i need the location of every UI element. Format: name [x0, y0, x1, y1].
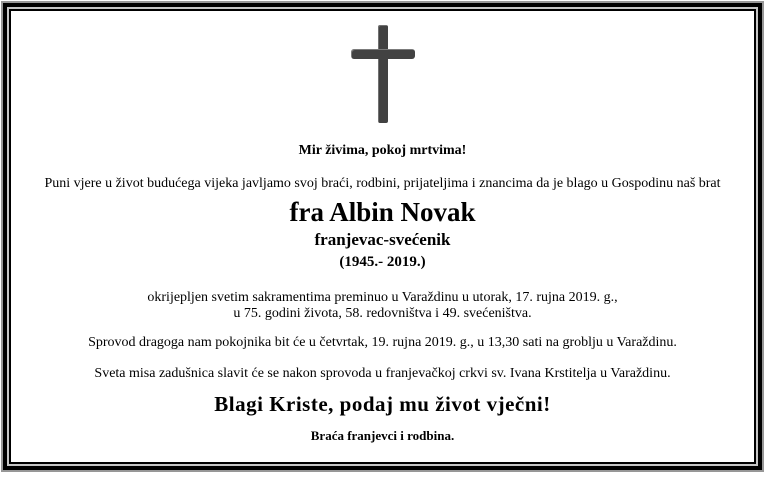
deceased-years: (1945.- 2019.) [339, 254, 426, 270]
notice-border-thin [9, 9, 756, 464]
funeral-details: Sprovod dragoga nam pokojnika bit će u četvrtak, 19. rujna 2019. g., u 13,30 sati na groblju u Varaždinu. [88, 335, 677, 350]
deceased-name: fra Albin Novak [289, 197, 476, 227]
notice-content [11, 11, 754, 462]
epigraph-text: Mir živima, pokoj mrtvima! [298, 143, 467, 158]
passing-details-line1: okrijepljen svetim sakramentima preminuo u Varaždinu u utorak, 17. rujna 2019. g., [147, 290, 618, 305]
mass-details: Sveta misa zadušnica slavit će se nakon sprovoda u franjevačkoj crkvi sv. Ivana Krstitelja u Varaždinu. [94, 366, 671, 381]
intro-text: Puni vjere u život budućega vijeka javljamo svoj braći, rodbini, prijateljima i znancima da je blago u Gospodinu naš brat [44, 176, 721, 191]
prayer-text: Blagi Kriste, podaj mu život vječni! [214, 392, 551, 416]
latin-cross-icon [351, 25, 415, 123]
signature-text: Braća franjevci i rodbina. [310, 428, 455, 443]
notice-border-thick [3, 3, 762, 470]
cross-vertical-bar [378, 25, 388, 123]
notice-border-outer [1, 1, 764, 472]
passing-details [11, 290, 754, 322]
cross-horizontal-bar [351, 49, 415, 59]
notice-border-gap [7, 7, 758, 466]
deceased-role: franjevac-svećenik [314, 230, 451, 249]
passing-details-line2: u 75. godini života, 58. redovništva i 49. svećeništva. [233, 306, 532, 321]
